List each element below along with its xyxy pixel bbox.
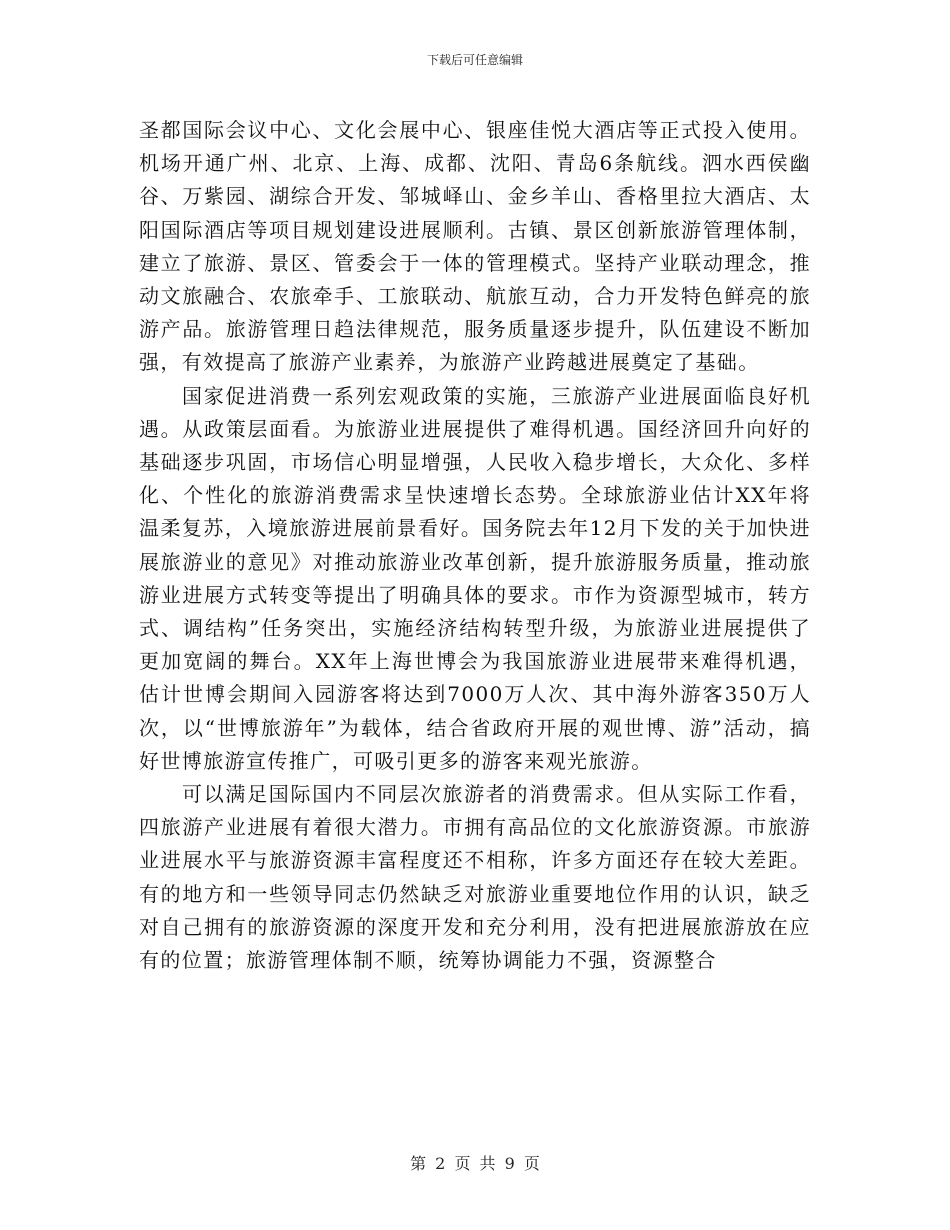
paragraph-1: 圣都国际会议中心、文化会展中心、银座佳悦大酒店等正式投入使用。机场开通广州、北京、上海、成都、沈阳、青岛6条航线。泗水西侯幽谷、万紫园、湖综合开发、邹城峄山、金乡羊山、香格里拉大酒店、太阳国际酒店等项目规划建设进展顺利。古镇、景区创新旅游管理体制，建立了旅游、景区、管委会于一体的管理模式。坚持产业联动理念，推动文旅融合、农旅牵手、工旅联动、航旅互动，合力开发特色鲜亮的旅游产品。旅游管理日趋法律规范，服务质量逐步提升，队伍建设不断加强，有效提高了旅游产业素养，为旅游产业跨越进展奠定了基础。 [139,118,811,375]
paragraph-3: 可以满足国际国内不同层次旅游者的消费需求。但从实际工作看，四旅游产业进展有着很大潜力。市拥有高品位的文化旅游资源。市旅游业进展水平与旅游资源丰富程度还不相称，许多方面还存在较大差距。有的地方和一些领导同志仍然缺乏对旅游业重要地位作用的认识，缺乏对自己拥有的旅游资源的深度开发和充分利用，没有把进展旅游放在应有的位置；旅游管理体制不顺，统筹协调能力不强，资源整合 [139,782,811,973]
document-body [139,114,811,977]
paragraph-2: 国家促进消费一系列宏观政策的实施，三旅游产业进展面临良好机遇。从政策层面看。为旅游业进展提供了难得机遇。国经济回升向好的基础逐步巩固，市场信心明显增强，人民收入稳步增长，大众化、多样化、个性化的旅游消费需求呈快速增长态势。全球旅游业估计XX年将温柔复苏，入境旅游进展前景看好。国务院去年12月下发的关于加快进展旅游业的意见》对推动旅游业改革创新，提升旅游服务质量，推动旅游业进展方式转变等提出了明确具体的要求。市作为资源型城市，转方式、调结构”任务突出，实施经济结构转型升级，为旅游业进展提供了更加宽阔的舞台。XX年上海世博会为我国旅游业进展带来难得机遇，估计世博会期间入园游客将达到7000万人次、其中海外游客350万人次，以“世博旅游年”为载体，结合省政府开展的观世博、游”活动，搞好世博旅游宣传推广，可吸引更多的游客来观光旅游。 [139,383,811,773]
page-number-footer: 第 2 页 共 9 页 [410,1154,540,1173]
page-header: 下载后可任意编辑 [426,53,523,67]
